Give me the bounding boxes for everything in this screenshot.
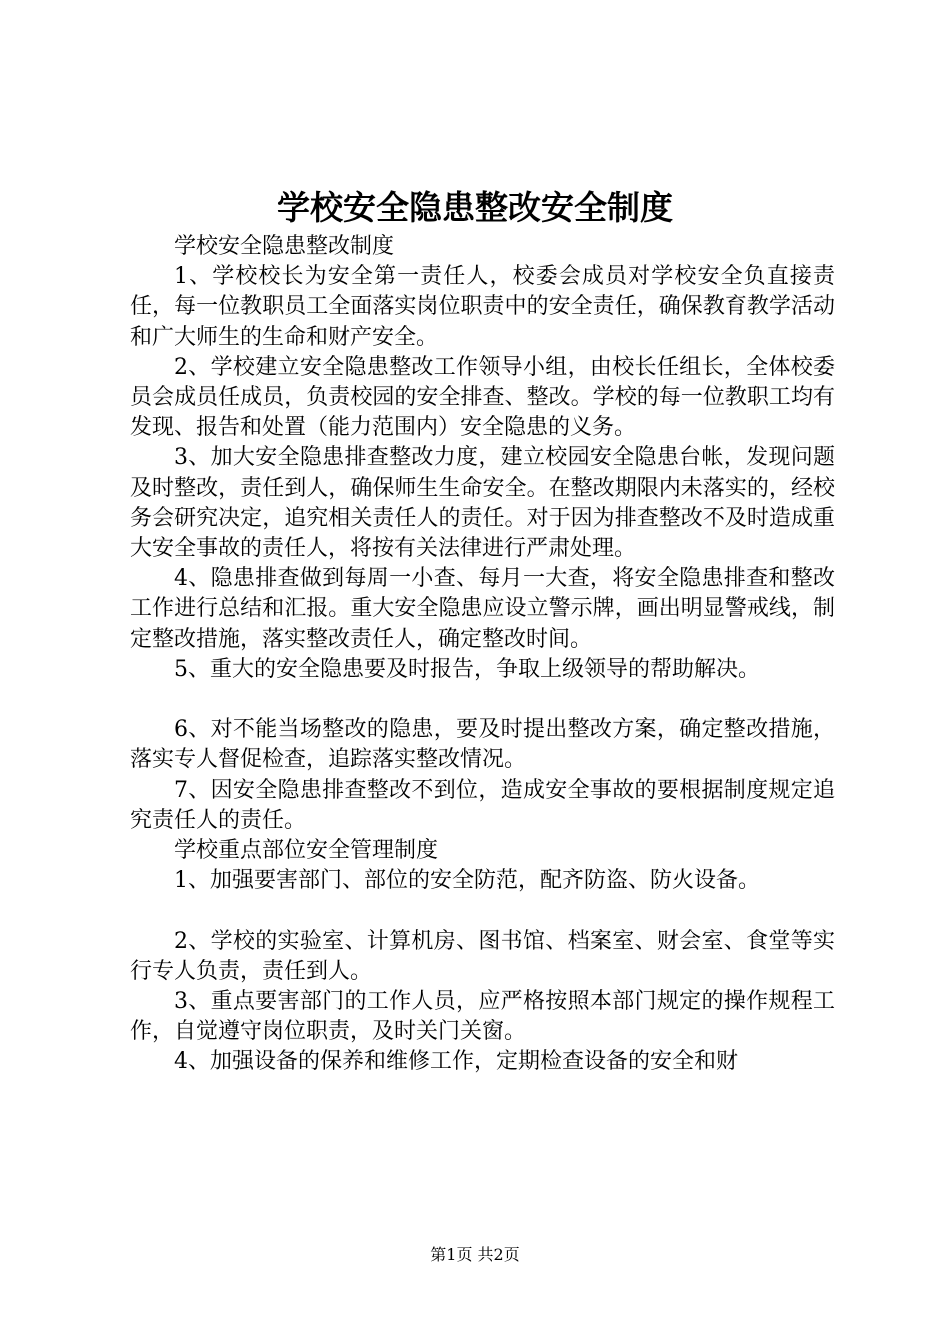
- document-title: 学校安全隐患整改安全制度: [277, 188, 673, 227]
- section-heading: 学校安全隐患整改制度: [174, 234, 395, 259]
- paragraph: 1、加强要害部门、部位的安全防范，配齐防盗、防火设备。: [174, 868, 760, 894]
- paragraph: 1、学校校长为安全第一责任人，校委会成员对学校安全负直接责任，每一位教职员工全面落实岗位职责中的安全责任，确保教育教学活动和广大师生的生命和财产安全。: [130, 264, 835, 350]
- paragraph: 3、重点要害部门的工作人员，应严格按照本部门规定的操作规程工作，自觉遵守岗位职责，及时关门关窗。: [130, 989, 835, 1045]
- paragraph: 4、隐患排查做到每周一小查、每月一大查，将安全隐患排查和整改工作进行总结和汇报。重大安全隐患应设立警示牌，画出明显警戒线，制定整改措施，落实整改责任人，确定整改时间。: [130, 566, 835, 652]
- document-body: [130, 232, 835, 1078]
- paragraph: 6、对不能当场整改的隐患，要及时提出整改方案，确定整改措施，落实专人督促检查，追踪落实整改情况。: [130, 717, 835, 773]
- paragraph: 4、加强设备的保养和维修工作，定期检查设备的安全和财: [174, 1049, 738, 1075]
- paragraph: 3、加大安全隐患排查整改力度，建立校园安全隐患台帐，发现问题及时整改，责任到人，确保师生生命安全。在整改期限内未落实的，经校务会研究决定，追究相关责任人的责任。对于因为排查整改不及时造成重大安全事故的责任人，将按有关法律进行严肃处理。: [130, 445, 835, 562]
- paragraph: 5、重大的安全隐患要及时报告，争取上级领导的帮助解决。: [174, 656, 760, 682]
- paragraph: 2、学校建立安全隐患整改工作领导小组，由校长任组长，全体校委员会成员任成员，负责校园的安全排查、整改。学校的每一位教职工均有发现、报告和处置（能力范围内）安全隐患的义务。: [130, 354, 835, 441]
- paragraph: 7、因安全隐患排查整改不到位，造成安全事故的要根据制度规定追究责任人的责任。: [130, 777, 835, 833]
- section-heading: 学校重点部位安全管理制度: [174, 838, 439, 864]
- page-footer: 第1页 共2页: [430, 1245, 520, 1264]
- paragraph: 2、学校的实验室、计算机房、图书馆、档案室、财会室、食堂等实行专人负责，责任到人。: [130, 928, 835, 984]
